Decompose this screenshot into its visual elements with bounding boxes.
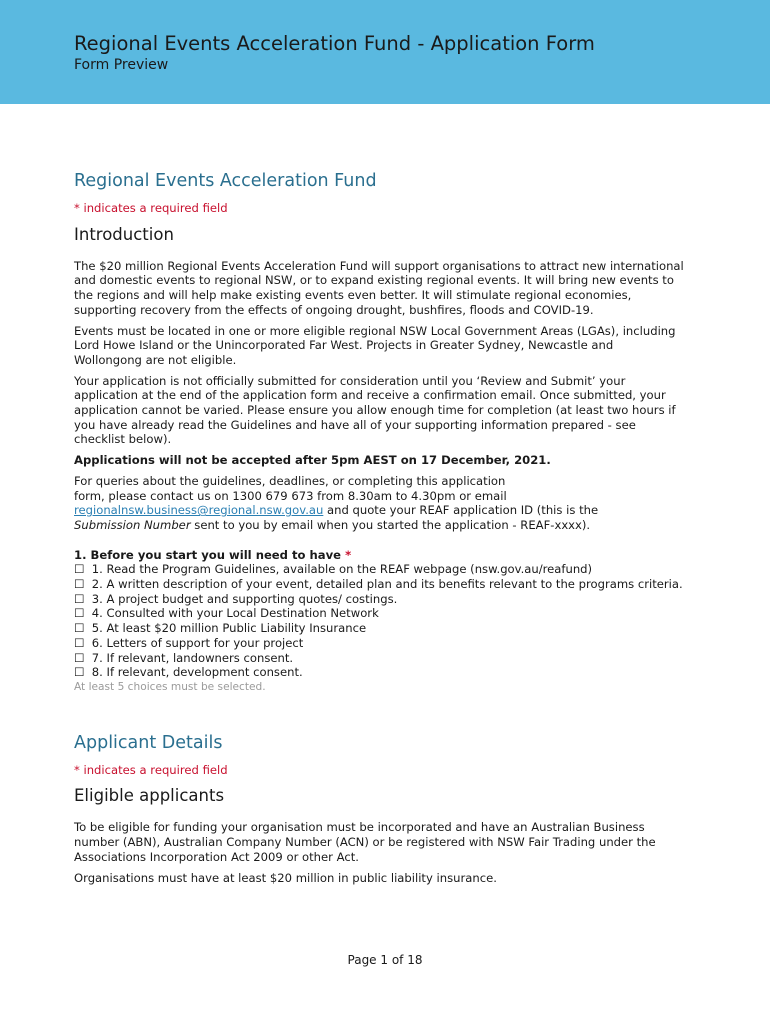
introduction-heading: Introduction	[74, 224, 174, 244]
checklist-question: 1. Before you start you will need to have *	[74, 547, 352, 562]
checklist-item[interactable]	[74, 665, 684, 680]
checklist-item-label: 5. At least $20 million Public Liability Insurance	[91, 621, 367, 636]
section-title-reaf: Regional Events Acceleration Fund	[74, 171, 377, 191]
checklist-item[interactable]	[74, 562, 684, 577]
page-number: Page 1 of 18	[347, 953, 423, 967]
checkbox-icon[interactable]: ☐	[74, 591, 85, 606]
deadline-notice: Applications will not be accepted after 5pm AEST on 17 December, 2021.	[74, 453, 551, 468]
intro-paragraph-3: Your application is not officially submitted for consideration until you ‘Review and Submit’ your application at the end of the application form and receive a confirmation email. Once submitted, your application cannot be varied. Please ensure you allow enough time for completion (at least two hours if you have already read the Guidelines and have all of your supporting information prepared - see checklist below).	[74, 373, 676, 447]
queries-after-email: and quote your REAF application ID (this is the	[323, 503, 599, 518]
section-title-applicant: Applicant Details	[74, 732, 223, 753]
before-you-start-checklist	[74, 548, 684, 695]
queries-line-2: form, please contact us on 1300 679 673 from 8.30am to 4.30pm or email	[74, 488, 507, 503]
checklist-item[interactable]	[74, 577, 684, 592]
form-content	[74, 170, 684, 891]
checkbox-icon[interactable]: ☐	[74, 562, 85, 577]
checkbox-icon[interactable]: ☐	[74, 606, 85, 621]
queries-paragraph	[74, 474, 684, 533]
form-subtitle: Form Preview	[74, 57, 169, 73]
header-banner	[0, 0, 770, 104]
intro-paragraph-2: Events must be located in one or more eligible regional NSW Local Government Areas (LGAs), including Lord Howe Island or the Unincorporated Far West. Projects in Greater Sydney, Newcastle and Wollongong are not eligible.	[74, 323, 676, 367]
checklist-item-label: 1. Read the Program Guidelines, available on the REAF webpage (nsw.gov.au/reafund)	[91, 562, 593, 577]
queries-end: sent to you by email when you started the application - REAF-xxxx).	[190, 517, 591, 532]
checklist-item-label: 4. Consulted with your Local Destination Network	[91, 606, 379, 621]
checklist-item-label: 2. A written description of your event, detailed plan and its benefits relevant to the programs criteria.	[91, 577, 683, 592]
checkbox-icon[interactable]: ☐	[74, 665, 85, 680]
checkbox-icon[interactable]: ☐	[74, 650, 85, 665]
queries-line-1: For queries about the guidelines, deadlines, or completing this application	[74, 473, 506, 488]
eligible-applicants-heading: Eligible applicants	[74, 786, 225, 806]
checklist-item[interactable]	[74, 636, 684, 651]
checklist-item[interactable]	[74, 621, 684, 636]
checklist-item[interactable]	[74, 651, 684, 666]
checklist-hint: At least 5 choices must be selected.	[74, 680, 266, 693]
required-asterisk: *	[345, 547, 352, 562]
checklist-item-label: 3. A project budget and supporting quotes/ costings.	[91, 591, 398, 606]
submission-number-term: Submission Number	[74, 517, 191, 532]
eligibility-paragraph-1: To be eligible for funding your organisation must be incorporated and have an Australian Business number (ABN), Australian Company Number (ACN) or be registered with NSW Fair Trading under the Associations Incorporation Act 2009 or other Act.	[74, 820, 656, 864]
checkbox-icon[interactable]: ☐	[74, 635, 85, 650]
form-title: Regional Events Acceleration Fund - Application Form	[74, 32, 595, 55]
eligibility-paragraph-2: Organisations must have at least $20 million in public liability insurance.	[74, 870, 497, 885]
checklist-item[interactable]	[74, 592, 684, 607]
intro-paragraph-1: The $20 million Regional Events Acceleration Fund will support organisations to attract new international and domestic events to regional NSW, or to expand existing regional events. It will bring new events to the regions and will help make existing events even better. It will stimulate regional economies, supporting recovery from the effects of ongoing drought, bushfires, floods and COVID-19.	[74, 258, 684, 317]
checkbox-icon[interactable]: ☐	[74, 621, 85, 636]
checklist-item-label: 6. Letters of support for your project	[91, 635, 304, 650]
required-field-note: * indicates a required field	[74, 201, 228, 215]
checklist-item-label: 7. If relevant, landowners consent.	[91, 650, 294, 665]
checkbox-icon[interactable]: ☐	[74, 577, 85, 592]
checklist-item[interactable]	[74, 606, 684, 621]
required-field-note-2: * indicates a required field	[74, 762, 228, 777]
checklist-item-label: 8. If relevant, development consent.	[91, 665, 303, 680]
contact-email-link[interactable]: regionalnsw.business@regional.nsw.gov.au	[74, 503, 324, 518]
applicant-details-section	[74, 732, 684, 886]
